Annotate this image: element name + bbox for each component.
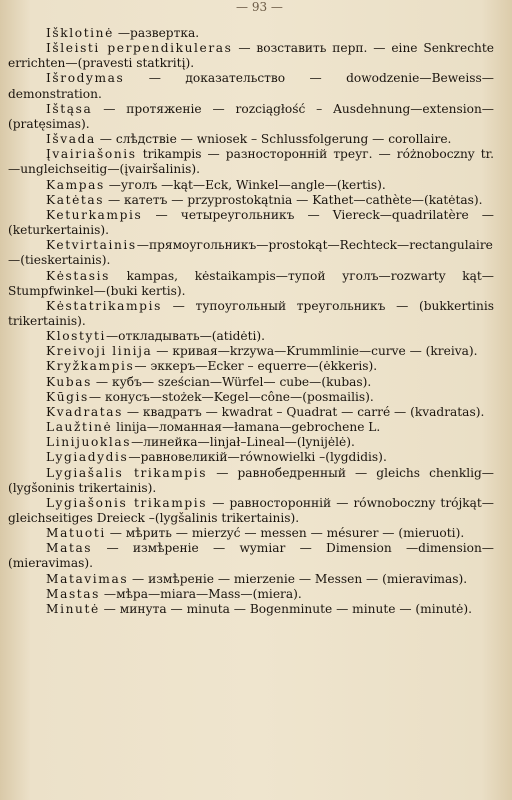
entry-definition: —откладывать—(atidėti). (105, 329, 266, 344)
entry-headword: Lygiadydis (46, 450, 129, 465)
glossary-entry (8, 102, 494, 132)
entry-definition: — эккеръ—Ecker – equerre—(ėkkeris). (134, 359, 378, 374)
glossary-entry (8, 147, 494, 177)
entry-definition: —прямоугольникъ—prostokąt—Rechteck—rectangulaire—(tieskertainis). (8, 238, 493, 268)
entry-headword: Matavimas (46, 571, 129, 586)
entry-definition: — конусъ—stożek—Kegel—cône—(posmailis). (88, 389, 374, 404)
entry-headword: Kampas (46, 177, 105, 192)
glossary-entry (8, 390, 494, 405)
entry-definition: — равнобедренный — gleichs chenklig— (lygšoninis trikertainis). (8, 465, 494, 495)
glossary-entry (8, 435, 494, 450)
entry-headword: Keturkampis (46, 207, 143, 222)
entry-headword: Išleisti perpendikuleras (46, 41, 233, 56)
glossary-entry (8, 420, 494, 435)
entry-definition: — равносторонній — równoboczny trójkąt—gleichseitiges Dreieck –(lygšalinis trikertainis). (8, 495, 494, 525)
entry-definition: — квадратъ — kwadrat – Quadrat — carré — (kvadratas). (122, 404, 485, 419)
entry-headword: Katėtas (46, 192, 105, 207)
entry-headword: Ištąsa (46, 101, 93, 116)
entry-definition: — возставить перп. — eine Senkrechte errichten—(pravesti statkritį). (8, 41, 494, 71)
entry-definition: — минута — minuta — Bogenminute — minute — (minutė). (99, 601, 473, 616)
entry-definition: — измѣреніе — wymiar — Dimension —dimension—(mieravimas). (8, 541, 494, 571)
entry-headword: Lygiašonis trikampis (46, 495, 208, 510)
glossary-entry (8, 526, 494, 541)
glossary-entry (8, 572, 494, 587)
glossary-entry (8, 41, 494, 71)
entry-definition: trikampis — разносторонній треуг. — różnoboczny tr. —ungleichseitig—(įvairšalinis). (8, 147, 494, 177)
entry-headword: Matuoti (46, 526, 106, 541)
glossary-entry (8, 405, 494, 420)
entry-headword: Kėstasis (46, 268, 110, 283)
entry-headword: Kryžkampis (46, 359, 135, 374)
entry-headword: Kėstatrikampis (46, 298, 162, 313)
glossary-entry (8, 208, 494, 238)
entry-headword: Linijuoklas (46, 435, 132, 450)
entry-definition: — мѣрить — mierzyć — messen — mésurer — (mieruoti). (105, 526, 465, 541)
entry-headword: Mastas (46, 586, 101, 601)
glossary-entry (8, 359, 494, 374)
entry-definition: —равновеликій—równowielki –(lygdidis). (128, 450, 387, 465)
glossary-entry (8, 375, 494, 390)
entry-headword: Kubas (46, 374, 93, 389)
entry-headword: Ketvirtainis (46, 238, 137, 253)
glossary-entry (8, 299, 494, 329)
entry-definition: linija—ломанная—łamana—gebrochene L. (112, 420, 381, 435)
page-number: — 93 — (236, 0, 283, 14)
glossary-entry (8, 496, 494, 526)
entry-headword: Laužtinė (46, 420, 113, 435)
glossary-entry (8, 132, 494, 147)
glossary-entry (8, 344, 494, 359)
entry-headword: Minutė (46, 601, 100, 616)
glossary-entry (8, 238, 494, 268)
glossary-entry (8, 587, 494, 602)
glossary-entry (8, 466, 494, 496)
entry-definition: — слѣдствіе — wniosek – Schlussfolgerung — corollaire. (95, 132, 452, 147)
entry-headword: Išvada (46, 132, 96, 147)
entry-definition: — протяженіе — rozciągłość – Ausdehnung—extension—(pratęsimas). (8, 101, 494, 131)
glossary-entry (8, 269, 494, 299)
glossary-entry (8, 450, 494, 465)
entry-definition: — измѣреніе — mierzenie — Messen — (mieravimas). (128, 571, 468, 586)
entry-definition: — катетъ — przyprostokątnia — Kathet—cathète—(katėtas). (104, 192, 483, 207)
entry-definition: — кубъ— sześcian—Würfel— cube—(kubas). (92, 374, 372, 389)
glossary-entry (8, 71, 494, 101)
entry-headword: Matas (46, 541, 93, 556)
entry-definition: —мѣра—miara—Mass—(miera). (100, 586, 302, 601)
entry-headword: Išrodymas (46, 71, 125, 86)
entry-headword: Kreivoji linija (46, 344, 153, 359)
glossary-entry (8, 329, 494, 344)
glossary-entry (8, 178, 494, 193)
entry-definition: —развертка. (113, 26, 200, 40)
glossary-entry (8, 541, 494, 571)
entry-headword: Kvadratas (46, 404, 123, 419)
entry-definition: kampas, kėstaikampis—тупой уголъ—rozwarty kąt—Stumpfwinkel—(buki kertis). (8, 268, 494, 298)
entry-headword: Įvairiašonis (46, 147, 137, 162)
glossary-entry (8, 602, 494, 617)
entry-definition: —линейка—linjał–Lineal—(lynijėlė). (131, 435, 355, 450)
entry-definition: — тупоугольный треугольникъ — (bukkertinis trikertainis). (8, 298, 494, 328)
entry-headword: Lygiašalis trikampis (46, 465, 208, 480)
entry-definition: — кривая—krzywa—Krummlinie—curve — (kreiva). (152, 344, 478, 359)
entry-definition: — четыреугольникъ — Viereck—quadrilatère —(keturkertainis). (8, 207, 494, 238)
glossary-entries (8, 26, 494, 617)
glossary-entry (8, 26, 494, 41)
entry-headword: Klostyti (46, 329, 106, 344)
entry-definition: — доказательство — dowodzenie—Beweiss— demonstration. (8, 71, 494, 101)
entry-definition: —уголъ —kąt—Eck, Winkel—angle—(kertis). (104, 177, 386, 192)
entry-headword: Kūgis (46, 389, 89, 404)
entry-headword: Išklotinė (46, 26, 114, 40)
glossary-entry (8, 193, 494, 208)
